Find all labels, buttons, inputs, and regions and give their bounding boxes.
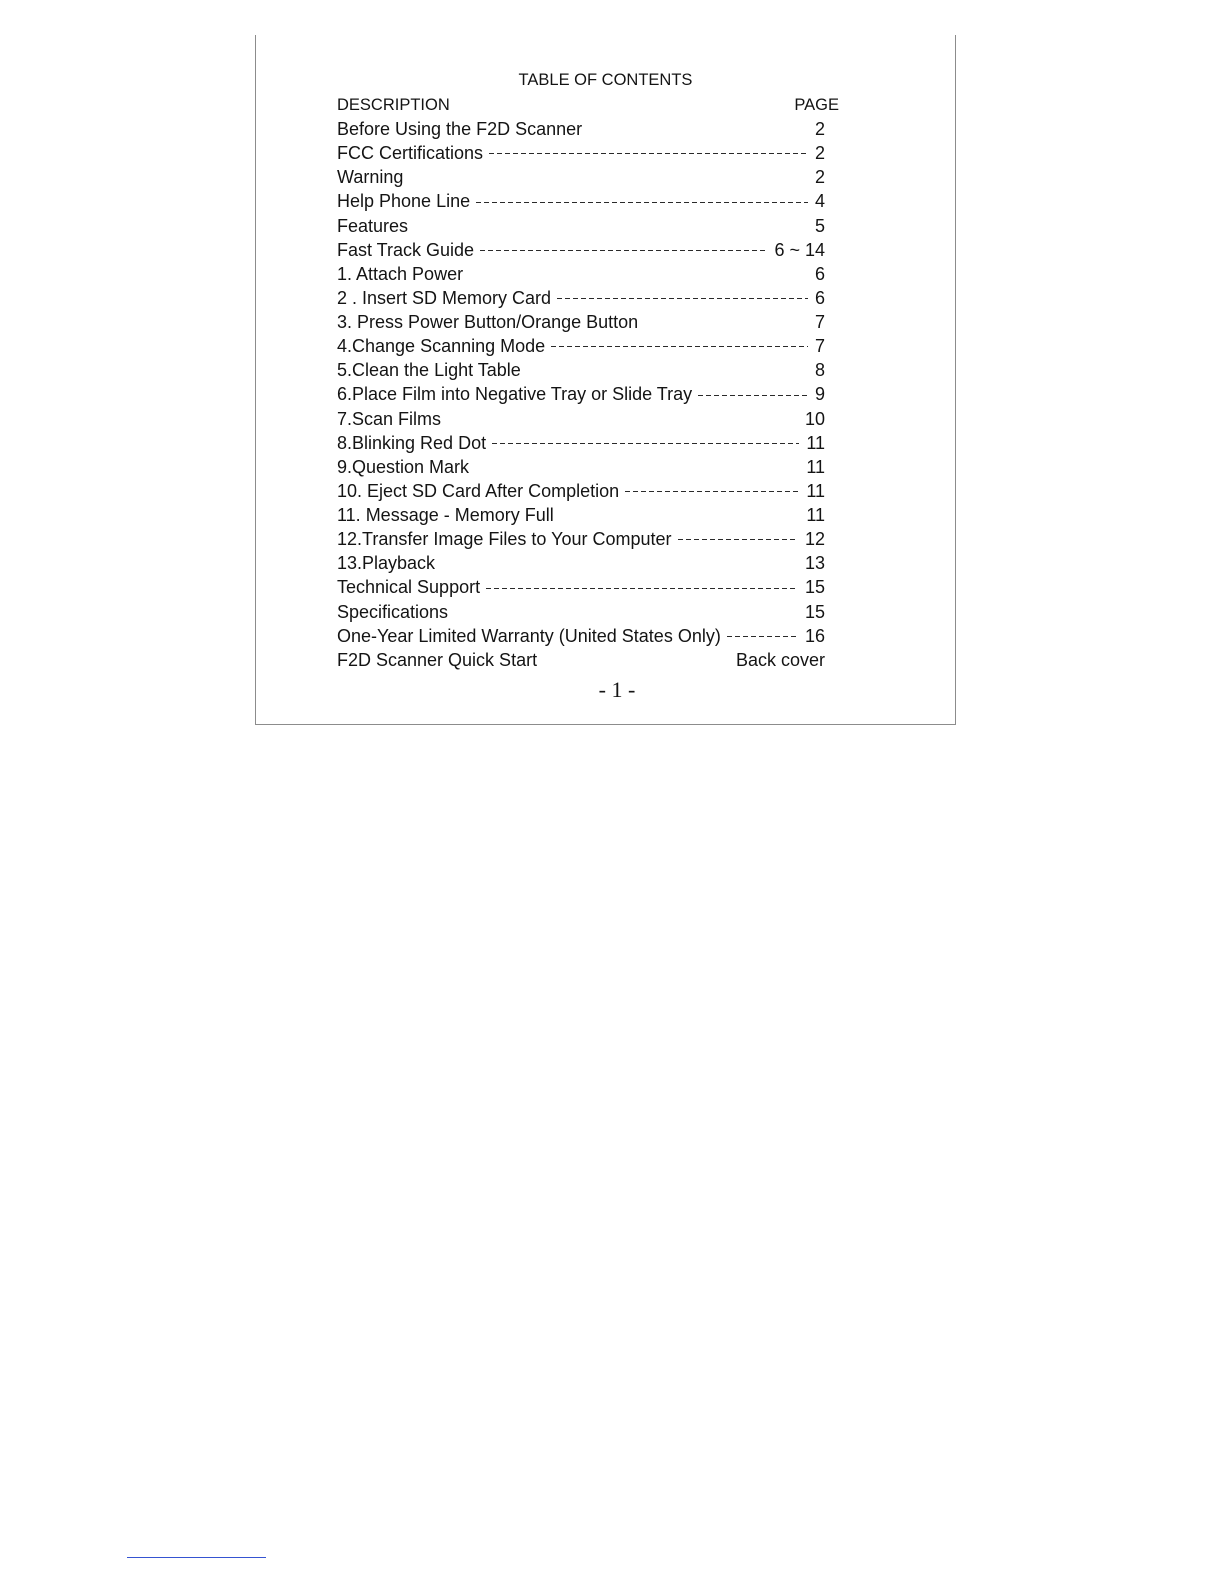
toc-entry-label: 11. Message - Memory Full (337, 505, 554, 525)
toc-entry-label: Specifications (337, 601, 449, 622)
toc-entry (337, 165, 825, 189)
toc-entry-page: 12 (804, 529, 825, 550)
toc-entry (337, 117, 825, 141)
toc-entry-label: FCC Certifications (337, 143, 484, 164)
toc-entry-label: 5.Clean the Light Table (337, 360, 521, 381)
toc-entry-label: Fast Track Guide (337, 239, 475, 260)
toc-entry-page: 9 (814, 384, 825, 405)
toc-entry-label: 6.Place Film into Negative Tray or Slide Tray (337, 384, 693, 405)
toc-entry-label: 10. Eject SD Card After Completion (337, 480, 620, 501)
toc-entry-page: 15 (804, 601, 825, 622)
toc-entry-label: 12.Transfer Image Files to Your Computer (337, 529, 672, 550)
leader-spacer (441, 551, 798, 575)
toc-entry (337, 262, 825, 286)
leader-spacer (454, 600, 798, 624)
toc-entry-page: 11 (806, 432, 825, 453)
toc-entry (337, 551, 825, 575)
toc-entry-page: 6 (814, 287, 825, 308)
toc-entry-page: 10 (804, 408, 825, 429)
toc-entry-label: F2D Scanner Quick Start (337, 649, 538, 670)
toc-entry (337, 189, 825, 213)
toc-entry (337, 141, 825, 165)
toc-entry-label: Technical Support (337, 577, 481, 598)
leader-spacer (560, 503, 800, 527)
toc-entry (337, 479, 825, 503)
toc-entry (337, 600, 825, 624)
leader-spacer (543, 648, 729, 672)
dash-leader (476, 189, 808, 213)
description-column-header: DESCRIPTION (337, 96, 450, 114)
toc-entry (337, 431, 825, 455)
dash-leader (486, 575, 798, 599)
toc-entry (337, 624, 825, 648)
toc-entry (337, 648, 825, 672)
leader-spacer (414, 214, 808, 238)
toc-entry-page: 11 (806, 505, 825, 525)
toc-entry-page: 7 (814, 336, 825, 357)
dash-leader (678, 527, 798, 551)
toc-entry (337, 310, 825, 334)
leader-spacer (644, 310, 808, 334)
toc-entry (337, 575, 825, 599)
toc-title: TABLE OF CONTENTS (518, 71, 693, 89)
toc-entry (337, 238, 825, 262)
toc-entry-page: 6 (814, 263, 825, 284)
toc-entry-label: 3. Press Power Button/Orange Button (337, 312, 639, 332)
dash-leader (727, 624, 798, 648)
leader-spacer (409, 165, 808, 189)
toc-entry-label: Warning (337, 167, 404, 188)
toc-entry-page: 6 ~ 14 (774, 239, 825, 260)
toc-entry (337, 407, 825, 431)
toc-entry-label: 8.Blinking Red Dot (337, 432, 487, 453)
leader-spacer (475, 455, 799, 479)
dash-leader (557, 286, 808, 310)
toc-entry-page: 4 (814, 191, 825, 212)
toc-entry-page: 11 (806, 480, 825, 501)
toc-entry-page: Back cover (735, 649, 825, 670)
dash-leader (551, 334, 808, 358)
toc-entry (337, 382, 825, 406)
toc-entry-page: 15 (804, 577, 825, 598)
toc-list (337, 117, 825, 672)
leader-spacer (588, 117, 808, 141)
toc-entry (337, 286, 825, 310)
toc-entry-label: Help Phone Line (337, 191, 471, 212)
dash-leader (492, 431, 799, 455)
dash-leader (625, 479, 799, 503)
toc-entry-label: 9.Question Mark (337, 456, 470, 477)
dash-leader (480, 238, 767, 262)
toc-entry (337, 503, 825, 527)
toc-entry-page: 7 (814, 312, 825, 332)
document-page (255, 35, 956, 725)
leader-spacer (469, 262, 808, 286)
toc-entry-label: Before Using the F2D Scanner (337, 119, 583, 139)
toc-entry-page: 13 (804, 553, 825, 574)
toc-entry-label: 2 . Insert SD Memory Card (337, 287, 552, 308)
dash-leader (698, 382, 808, 406)
link-underline[interactable] (127, 1557, 266, 1558)
toc-entry (337, 214, 825, 238)
toc-entry-label: 7.Scan Films (337, 408, 442, 429)
toc-entry-page: 2 (814, 167, 825, 188)
leader-spacer (527, 358, 808, 382)
toc-entry-label: 1. Attach Power (337, 263, 464, 284)
toc-entry-page: 5 (814, 215, 825, 236)
toc-entry (337, 455, 825, 479)
toc-entry-label: Features (337, 215, 409, 236)
toc-entry-page: 2 (814, 119, 825, 139)
toc-entry (337, 334, 825, 358)
toc-entry-page: 8 (814, 360, 825, 381)
leader-spacer (447, 407, 798, 431)
toc-entry-page: 16 (804, 625, 825, 646)
page-column-header: PAGE (794, 96, 839, 114)
toc-entry-page: 11 (806, 456, 825, 477)
toc-header (337, 93, 839, 117)
toc-entry-page: 2 (814, 143, 825, 164)
toc-entry-label: 4.Change Scanning Mode (337, 336, 546, 357)
page-number: - 1 - (598, 677, 636, 702)
toc-entry (337, 358, 825, 382)
toc-entry-label: One-Year Limited Warranty (United States Only) (337, 625, 721, 646)
dash-leader (489, 141, 808, 165)
toc-entry (337, 527, 825, 551)
toc-entry-label: 13.Playback (337, 553, 436, 574)
